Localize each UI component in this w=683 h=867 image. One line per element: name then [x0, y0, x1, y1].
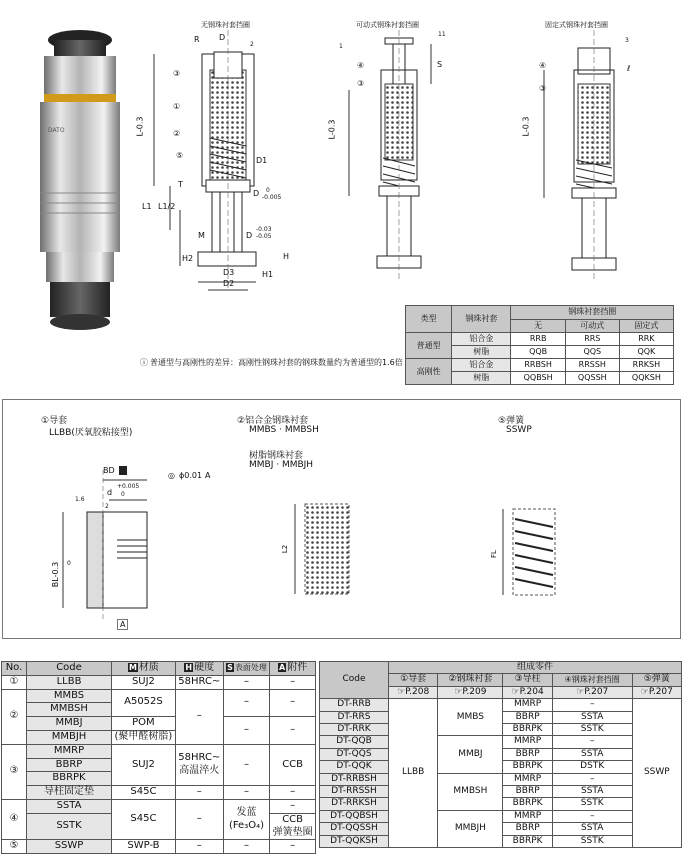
- sub-fixed: 固定式: [619, 319, 673, 333]
- mt-mat: POM: [112, 717, 176, 731]
- dim-S: S: [437, 60, 443, 69]
- ct-code: DT-QQK: [320, 761, 389, 773]
- type-high: 高刚性: [406, 359, 452, 385]
- circled-2: ②: [173, 129, 181, 138]
- ct-pin: BBRPK: [503, 835, 552, 847]
- mh-no: No.: [2, 662, 27, 676]
- mt-hard: –: [175, 689, 223, 744]
- dim-l2: L2: [281, 544, 290, 554]
- guide-code: LLBB(厌氧胶粘接型): [49, 428, 133, 438]
- sub-movable: 可动式: [565, 319, 619, 333]
- ct-pin: BBRP: [503, 748, 552, 760]
- mt-hard: –: [175, 786, 223, 800]
- dim-d: d: [107, 488, 113, 497]
- top-section: [0, 0, 683, 395]
- mt-att: –: [270, 786, 316, 800]
- mt-code: SSTA: [27, 799, 112, 813]
- dim-c: 1.6: [75, 496, 85, 503]
- mh-attach: A 附件: [270, 662, 316, 676]
- dim-H2: H2: [182, 254, 194, 263]
- ct-pin: MMRP: [503, 736, 552, 748]
- ct-bush: MMBSH: [438, 773, 503, 810]
- ct-ret: DSTK: [552, 761, 632, 773]
- ct-ret: SSTK: [552, 798, 632, 810]
- a-icon: A: [279, 663, 286, 672]
- ftol-value: ϕ0.01: [179, 471, 203, 480]
- ct-ret: SSTK: [552, 835, 632, 847]
- ct-code: DT-RRK: [320, 724, 389, 736]
- mt-mat: (聚甲醛树脂): [112, 730, 176, 744]
- bush-title: ②铝合金钢珠衬套: [237, 416, 309, 426]
- mt-att: –: [270, 689, 316, 717]
- mt-att: –: [270, 675, 316, 689]
- ct-ret: –: [552, 773, 632, 785]
- guide-bush-drawing: [43, 460, 173, 635]
- mt-att: CCB: [270, 744, 316, 785]
- code-qqk: QQK: [619, 346, 673, 359]
- dim-D-tol2: -0.03: [256, 226, 272, 233]
- product-photo: [30, 28, 130, 343]
- mt-mat: S45C: [112, 799, 176, 839]
- ftol-symbol: ◎: [168, 471, 175, 480]
- dim-D-tol3: -0.05: [256, 233, 272, 240]
- mh-hardness: H 硬度: [175, 662, 223, 676]
- code-qqksh: QQKSH: [619, 372, 673, 385]
- mt-no: ③: [2, 744, 27, 799]
- ct-pin: BBRP: [503, 711, 552, 723]
- dim-bd-flag: [119, 466, 127, 475]
- circled-3c: ③: [539, 84, 547, 93]
- code-rrssh: RRSSH: [565, 359, 619, 372]
- composition-table: [319, 661, 682, 848]
- code-rrksh: RRKSH: [619, 359, 673, 372]
- dim-D: D: [219, 33, 226, 42]
- ct-code-header: Code: [320, 662, 389, 699]
- mt-no: ④: [2, 799, 27, 839]
- code-rrk: RRK: [619, 333, 673, 346]
- mat-resin-1: 树脂: [452, 346, 511, 359]
- ct-code: DT-RRS: [320, 711, 389, 723]
- mt-hard: 58HRC~: [175, 675, 223, 689]
- code-qqb: QQB: [511, 346, 565, 359]
- mat-al-2: 铝合金: [452, 359, 511, 372]
- diagram-title-fixed: 固定式钢珠衬套挡圈: [545, 21, 608, 29]
- mt-surf: –: [223, 689, 270, 717]
- mt-code: BBRPK: [27, 772, 112, 786]
- s-icon: S: [227, 663, 233, 672]
- mt-code: SSWP: [27, 840, 112, 854]
- ct-code: DT-QQKSH: [320, 835, 389, 847]
- ct-ret: SSTA: [552, 786, 632, 798]
- dim-bd: BD: [103, 466, 115, 475]
- dim-R: R: [194, 35, 200, 44]
- ct-page-pin: ☞P.204: [503, 686, 552, 698]
- bush-code: MMBS · MMBSH: [249, 425, 319, 435]
- dim-bl0: 0: [67, 560, 71, 567]
- code-rrs: RRS: [565, 333, 619, 346]
- mt-att: –: [270, 840, 316, 854]
- mt-hard: –: [175, 799, 223, 839]
- mt-code: MMBS: [27, 689, 112, 703]
- mt-code: 导柱固定垫: [27, 786, 112, 800]
- mt-hard: –: [175, 840, 223, 854]
- ct-code: DT-RRSSH: [320, 786, 389, 798]
- mt-mat: A5052S: [112, 689, 176, 717]
- resin-title: 树脂钢珠衬套: [249, 451, 304, 461]
- diagram-fixed-retainer: [530, 30, 640, 280]
- dim-D-tol: D: [253, 189, 260, 198]
- mat-al-1: 铝合金: [452, 333, 511, 346]
- ct-page-bush: ☞P.209: [438, 686, 503, 698]
- ct-ret: SSTK: [552, 724, 632, 736]
- circled-5: ⑤: [176, 151, 184, 160]
- mat-resin-2: 树脂: [452, 372, 511, 385]
- ct-pin: MMRP: [503, 699, 552, 711]
- ct-pin: BBRPK: [503, 724, 552, 736]
- ct-col-guide: ①导套: [389, 674, 438, 686]
- ct-col-spring: ⑤弹簧: [632, 674, 681, 686]
- ct-page-spring: ☞P.207: [632, 686, 681, 698]
- dim-tol0: 0: [121, 491, 125, 498]
- mt-code: MMBJ: [27, 717, 112, 731]
- dim-bl: BL-0.3: [51, 561, 61, 588]
- ct-ret: SSTA: [552, 711, 632, 723]
- ct-ret: SSTA: [552, 748, 632, 760]
- mt-surf: –: [223, 744, 270, 785]
- ct-col-pin: ③导柱: [503, 674, 552, 686]
- dim-r2-guide: 2: [105, 503, 109, 510]
- dim-D-tol1: -0.005: [262, 194, 282, 201]
- dim-tol: +0.005: [117, 483, 140, 490]
- ct-code: DT-QQSSH: [320, 823, 389, 835]
- m-icon: M: [128, 663, 137, 672]
- ct-code: DT-RRKSH: [320, 798, 389, 810]
- dim-L-c: L-0.3: [521, 116, 531, 137]
- dim-L-b: L-0.3: [327, 119, 337, 140]
- mt-hard: 58HRC~ 高温淬火: [175, 744, 223, 785]
- dim-l: ℓ: [627, 64, 631, 73]
- dim-L12: L1/2: [158, 202, 176, 211]
- spring-drawing: [493, 505, 573, 605]
- material-table: [1, 661, 316, 854]
- dim-D3: D3: [223, 268, 235, 277]
- mh-code: Code: [27, 662, 112, 676]
- product-label: DATO: [48, 127, 65, 134]
- mt-no: ①: [2, 675, 27, 689]
- ct-pin: BBRPK: [503, 798, 552, 810]
- ct-pin: BBRPK: [503, 761, 552, 773]
- retainer-header: 钢珠衬套挡圈: [511, 306, 674, 320]
- ct-page-guide: ☞P.208: [389, 686, 438, 698]
- ct-code: DT-RRB: [320, 699, 389, 711]
- dim-1: 1: [339, 43, 343, 50]
- dim-11: 11: [438, 31, 446, 38]
- code-qqbsh: QQBSH: [511, 372, 565, 385]
- code-qqssh: QQSSH: [565, 372, 619, 385]
- mt-surf: 发蓝 (Fe₃O₄): [223, 799, 270, 839]
- ct-code: DT-QQS: [320, 748, 389, 760]
- code-rrbsh: RRBSH: [511, 359, 565, 372]
- ct-guide: LLBB: [389, 699, 438, 848]
- mt-code: MMRP: [27, 744, 112, 758]
- ct-ret: –: [552, 736, 632, 748]
- ct-code: DT-RRBSH: [320, 773, 389, 785]
- type-header: 类型: [406, 306, 452, 333]
- code-rrb: RRB: [511, 333, 565, 346]
- ct-bush: MMBS: [438, 699, 503, 736]
- dim-D-tol-b: D: [246, 231, 253, 240]
- ct-col-bush: ②钢珠衬套: [438, 674, 503, 686]
- ct-bush: MMBJ: [438, 736, 503, 773]
- mt-att: –: [270, 717, 316, 745]
- mt-att: –: [270, 799, 316, 813]
- mt-no: ②: [2, 689, 27, 744]
- ct-code: DT-QQB: [320, 736, 389, 748]
- circled-1: ①: [173, 102, 181, 111]
- spring-code: SSWP: [506, 425, 532, 435]
- mt-code: BBRP: [27, 758, 112, 772]
- mt-surf: –: [223, 717, 270, 745]
- mt-code: LLBB: [27, 675, 112, 689]
- dim-H: H: [283, 252, 290, 261]
- dim-fl: FL: [489, 550, 498, 558]
- ct-pin: MMRP: [503, 773, 552, 785]
- code-qqs: QQS: [565, 346, 619, 359]
- ct-ret: SSTA: [552, 823, 632, 835]
- dim-D-tol-zero: 0: [266, 187, 270, 194]
- ct-pin: BBRP: [503, 823, 552, 835]
- guide-title: ①导套: [41, 416, 68, 426]
- mt-no: ⑤: [2, 840, 27, 854]
- ct-code: DT-QQBSH: [320, 810, 389, 822]
- bushing-header: 钢珠衬套: [452, 306, 511, 333]
- diagram-no-retainer: [140, 30, 300, 300]
- type-normal: 普通型: [406, 333, 452, 359]
- spring-title: ⑤弹簧: [498, 416, 525, 426]
- diagram-title-none: 无钢珠衬套挡圈: [201, 21, 250, 29]
- dim-r2: 2: [250, 41, 254, 48]
- parts-section: [2, 399, 681, 639]
- ct-page-ret: ☞P.207: [552, 686, 632, 698]
- ct-pin: MMRP: [503, 810, 552, 822]
- dim-H1: H1: [262, 270, 274, 279]
- mt-surf: –: [223, 786, 270, 800]
- mh-material: M 材质: [112, 662, 176, 676]
- diagram-title-movable: 可动式钢珠衬套挡圈: [356, 21, 419, 29]
- dim-3: 3: [625, 37, 629, 44]
- ct-ret: –: [552, 810, 632, 822]
- circled-3b: ③: [357, 79, 365, 88]
- dim-D1: D1: [256, 156, 268, 165]
- ct-spring: SSWP: [632, 699, 681, 848]
- dim-L1: L1: [142, 202, 152, 211]
- dim-M: M: [198, 231, 205, 240]
- ftol-datum: A: [205, 471, 211, 480]
- resin-code: MMBJ · MMBJH: [249, 460, 314, 470]
- note-text: 普通型与高刚性的差异：高刚性钢珠衬套的钢珠数量约为普通型的1.6倍: [150, 358, 403, 367]
- mt-code: MMBSH: [27, 703, 112, 717]
- h-icon: H: [185, 663, 193, 672]
- circled-3a: ③: [173, 69, 181, 78]
- ct-col-ret: ④钢珠衬套挡圈: [552, 674, 632, 686]
- circled-4a: ④: [357, 61, 365, 70]
- mt-mat: S45C: [112, 786, 176, 800]
- ct-pin: BBRP: [503, 786, 552, 798]
- type-table: [405, 305, 674, 385]
- mt-mat: SUJ2: [112, 675, 176, 689]
- mt-att: CCB 弹簧垫圈: [270, 813, 316, 840]
- mt-surf: –: [223, 840, 270, 854]
- mt-mat: SUJ2: [112, 744, 176, 785]
- ct-bush: MMBJH: [438, 810, 503, 847]
- ct-title: 组成零件: [389, 662, 682, 674]
- dim-T: T: [178, 180, 183, 189]
- mt-code: MMBJH: [27, 730, 112, 744]
- mt-code: SSTK: [27, 813, 112, 840]
- dim-L: L-0.3: [135, 116, 145, 137]
- sub-none: 无: [511, 319, 565, 333]
- mt-surf: –: [223, 675, 270, 689]
- diagram-movable-retainer: [335, 30, 445, 280]
- dim-D2: D2: [223, 279, 235, 288]
- circled-4b: ④: [539, 61, 547, 70]
- datum-a: A: [117, 619, 128, 630]
- mt-mat: SWP-B: [112, 840, 176, 854]
- note-icon: ⓘ: [140, 358, 148, 367]
- mh-surface: S 表面处理: [223, 662, 270, 676]
- ct-ret: –: [552, 699, 632, 711]
- bushing-drawing: [285, 500, 365, 600]
